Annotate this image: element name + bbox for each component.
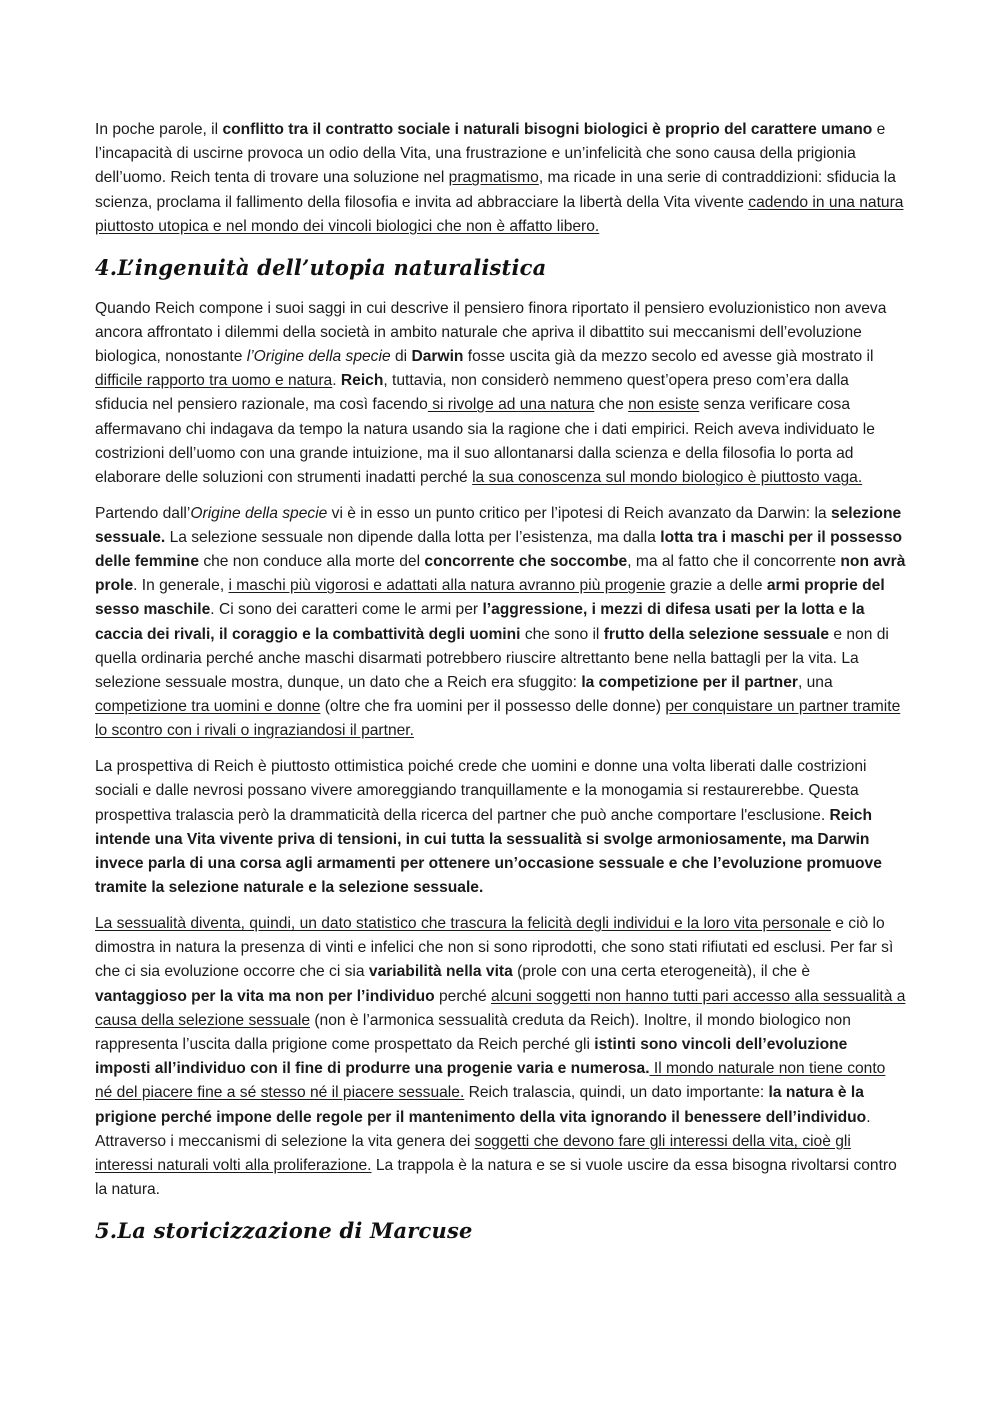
text-run: La selezione sessuale non dipende dalla lotta per l’esistenza, ma dalla (165, 528, 661, 546)
text-run: conflitto tra il contratto sociale i naturali bisogni biologici è proprio del carattere umano (222, 121, 873, 138)
text-run: non esiste (628, 396, 700, 414)
text-run: concorrente che soccombe (424, 553, 628, 571)
text-run: , una (797, 674, 833, 692)
text-run: . In generale, (133, 577, 229, 595)
text-run: Reich tralascia, quindi, un dato importante: (464, 1084, 769, 1102)
section-heading-4: 4.L’ingenuità dell’utopia naturalistica (95, 254, 547, 280)
text-run: La sessualità diventa, quindi, un dato statistico che trascura la felicità degli individui e la loro vita personale (95, 914, 831, 932)
text-run: Quando Reich compone i suoi saggi in cui descrive il pensiero finora riportato il pensiero evoluzionistico non aveva ancora affrontato i dilemmi della società in ambito naturale che apriva il dibattito sui meccanismi dell’evoluzione biologica, nonostante (95, 299, 887, 365)
text-run: vi è in esso un punto critico per l’ipotesi di Reich avanzato da Darwin: la (327, 504, 831, 522)
text-run: che (594, 396, 629, 414)
text-run: In poche parole, il (95, 121, 223, 138)
text-run: di (390, 347, 412, 365)
text-run: cadendo in una natura piuttosto utopica e nel mondo dei vincoli biologici che non è affatto libero. (95, 193, 904, 235)
text-run: . Ci sono dei caratteri come le armi per (210, 601, 483, 619)
text-run: Partendo dall’ (95, 504, 191, 522)
text-run: (non è l’armonica sessualità creduta da Reich). Inoltre, il mondo biologico non rappresenta l’uscita dalla prigione come prospettato da Reich perché gli (95, 1011, 851, 1053)
text-run: (prole con una certa eterogeneità), il che è (512, 963, 811, 981)
text-run: La trappola è la natura e se si vuole uscire da essa bisogna rivoltarsi contro la natura. (95, 1156, 897, 1199)
text-run: grazie a delle (665, 577, 767, 595)
text-run: vantaggioso per la vita ma non per l’individuo (95, 987, 435, 1005)
text-run: . Attraverso i meccanismi di selezione la vita genera dei (95, 1108, 871, 1150)
text-run: Darwin (411, 347, 464, 365)
text-run: l’Origine della specie (246, 347, 391, 365)
text-run: pragmatismo (448, 169, 539, 187)
text-run: variabilità nella vita (368, 963, 513, 981)
text-run: Origine della specie (190, 504, 328, 522)
paragraph-darwin-origine (95, 297, 906, 491)
text-run: frutto della selezione sessuale (603, 625, 830, 643)
text-run: istinti sono vincoli dell’evoluzione imposti all’individuo con il fine di produrre una progenie varia e numerosa. (95, 1035, 848, 1078)
text-run: i maschi più vigorosi e adattati alla natura avranno più progenie (228, 577, 666, 595)
text-run: si rivolge ad una natura (427, 396, 595, 414)
paragraph-prospettiva-reich (95, 755, 906, 900)
text-run: selezione sessuale. (95, 504, 902, 546)
text-run: soggetti che devono fare gli interessi della vita, cioè gli interessi naturali volti alla proliferazione. (95, 1132, 851, 1174)
paragraph-sessualita-statistica (95, 912, 906, 1202)
text-run: la competizione per il partner (581, 674, 798, 692)
text-run: alcuni soggetti non hanno tutti pari accesso alla sessualità a causa della selezione sessuale (95, 987, 906, 1029)
paragraph-conflitto (95, 118, 906, 239)
paragraph-selezione-sessuale (95, 502, 906, 744)
text-run: La prospettiva di Reich è piuttosto ottimistica poiché crede che uomini e donne una volta liberati dalle costrizioni sociali e dalle nevrosi possano vivere amoreggiando tranquillamente e la monogamia si restaurerebbe. Questa prospettiva tralascia però la drammaticità della ricerca del partner che può anche comportare l'esclusione. (95, 758, 867, 824)
text-run: la sua conoscenza sul mondo biologico è piuttosto vaga. (472, 468, 863, 486)
text-run: . (332, 372, 341, 390)
text-run: che non conduce alla morte del (199, 553, 425, 571)
text-run: che sono il (520, 625, 604, 643)
text-run: e ciò lo dimostra in natura la presenza di vinti e infelici che non si sono riprodotti, che sono stati rifiutati ed esclusi. Per far sì che ci sia evoluzione occorre che ci sia (95, 914, 894, 981)
text-run: non avrà prole (95, 553, 906, 595)
text-run: fosse uscita già da mezzo secolo ed avesse già mostrato il (463, 347, 874, 365)
text-run: competizione tra uomini e donne (95, 698, 321, 716)
text-run: senza verificare cosa affermavano chi indagava da tempo la natura usando sia la ragione che i dati empirici. Reich aveva individuato le costrizioni dell’uomo con una grande intuizione, ma il suo allontanarsi dalla scienza e della filosofia lo porta ad elaborare delle soluzioni con strumenti inadatti perché (95, 396, 875, 486)
text-run: (oltre che fra uomini per il possesso delle donne) (320, 698, 666, 716)
text-run: l’aggressione, i mezzi di difesa usati per la lotta e la caccia dei rivali, il coraggio e la combattività degli uomini (95, 601, 865, 643)
text-run: difficile rapporto tra uomo e natura (95, 372, 333, 390)
text-run: lotta tra i maschi per il possesso delle femmine (95, 528, 903, 571)
text-run: Il mondo naturale non tiene conto né del piacere fine a sé stesso né il piacere sessuale. (95, 1060, 886, 1102)
text-run: , ma ricade in una serie di contraddizioni: sfiducia la scienza, proclama il fallimento della filosofia e invita ad abbracciare la libertà della Vita vivente (95, 169, 896, 211)
text-run: armi proprie del sesso maschile (95, 577, 885, 619)
text-run: Reich (340, 372, 384, 390)
text-run: Reich intende una Vita vivente priva di tensioni, in cui tutta la sessualità si svolge armoniosamente, ma Darwin invece parla di una corsa agli armamenti per ottenere un’occasione sessuale e che l’evoluzione promuove tramite la selezione naturale e la selezione sessuale. (95, 806, 882, 897)
section-heading-5: 5.La storicizzazione di Marcuse (95, 1217, 473, 1243)
text-run: la natura è la prigione perché impone delle regole per il mantenimento della vita ignorando il benessere dell’individuo (95, 1084, 867, 1126)
text-run: per conquistare un partner tramite lo scontro con i rivali o ingraziandosi il partner. (95, 698, 901, 740)
text-run: perché (434, 987, 492, 1005)
text-run: e non di quella ordinaria perché anche maschi disarmati potrebbero riuscire altrettanto bene nella battagli per la vita. La selezione sessuale mostra, dunque, un dato che a Reich era sfuggito: (95, 625, 889, 692)
text-run: , ma al fatto che il concorrente (627, 553, 841, 571)
text-run: , tuttavia, non considerò nemmeno quest’opera preso com’era dalla sfiducia nel pensiero razionale, ma così facendo (95, 372, 849, 414)
text-run: e l’incapacità di uscirne provoca un odio della Vita, una frustrazione e un’infelicità che sono causa della prigionia dell’uomo. Reich tenta di trovare una soluzione nel (95, 121, 886, 187)
